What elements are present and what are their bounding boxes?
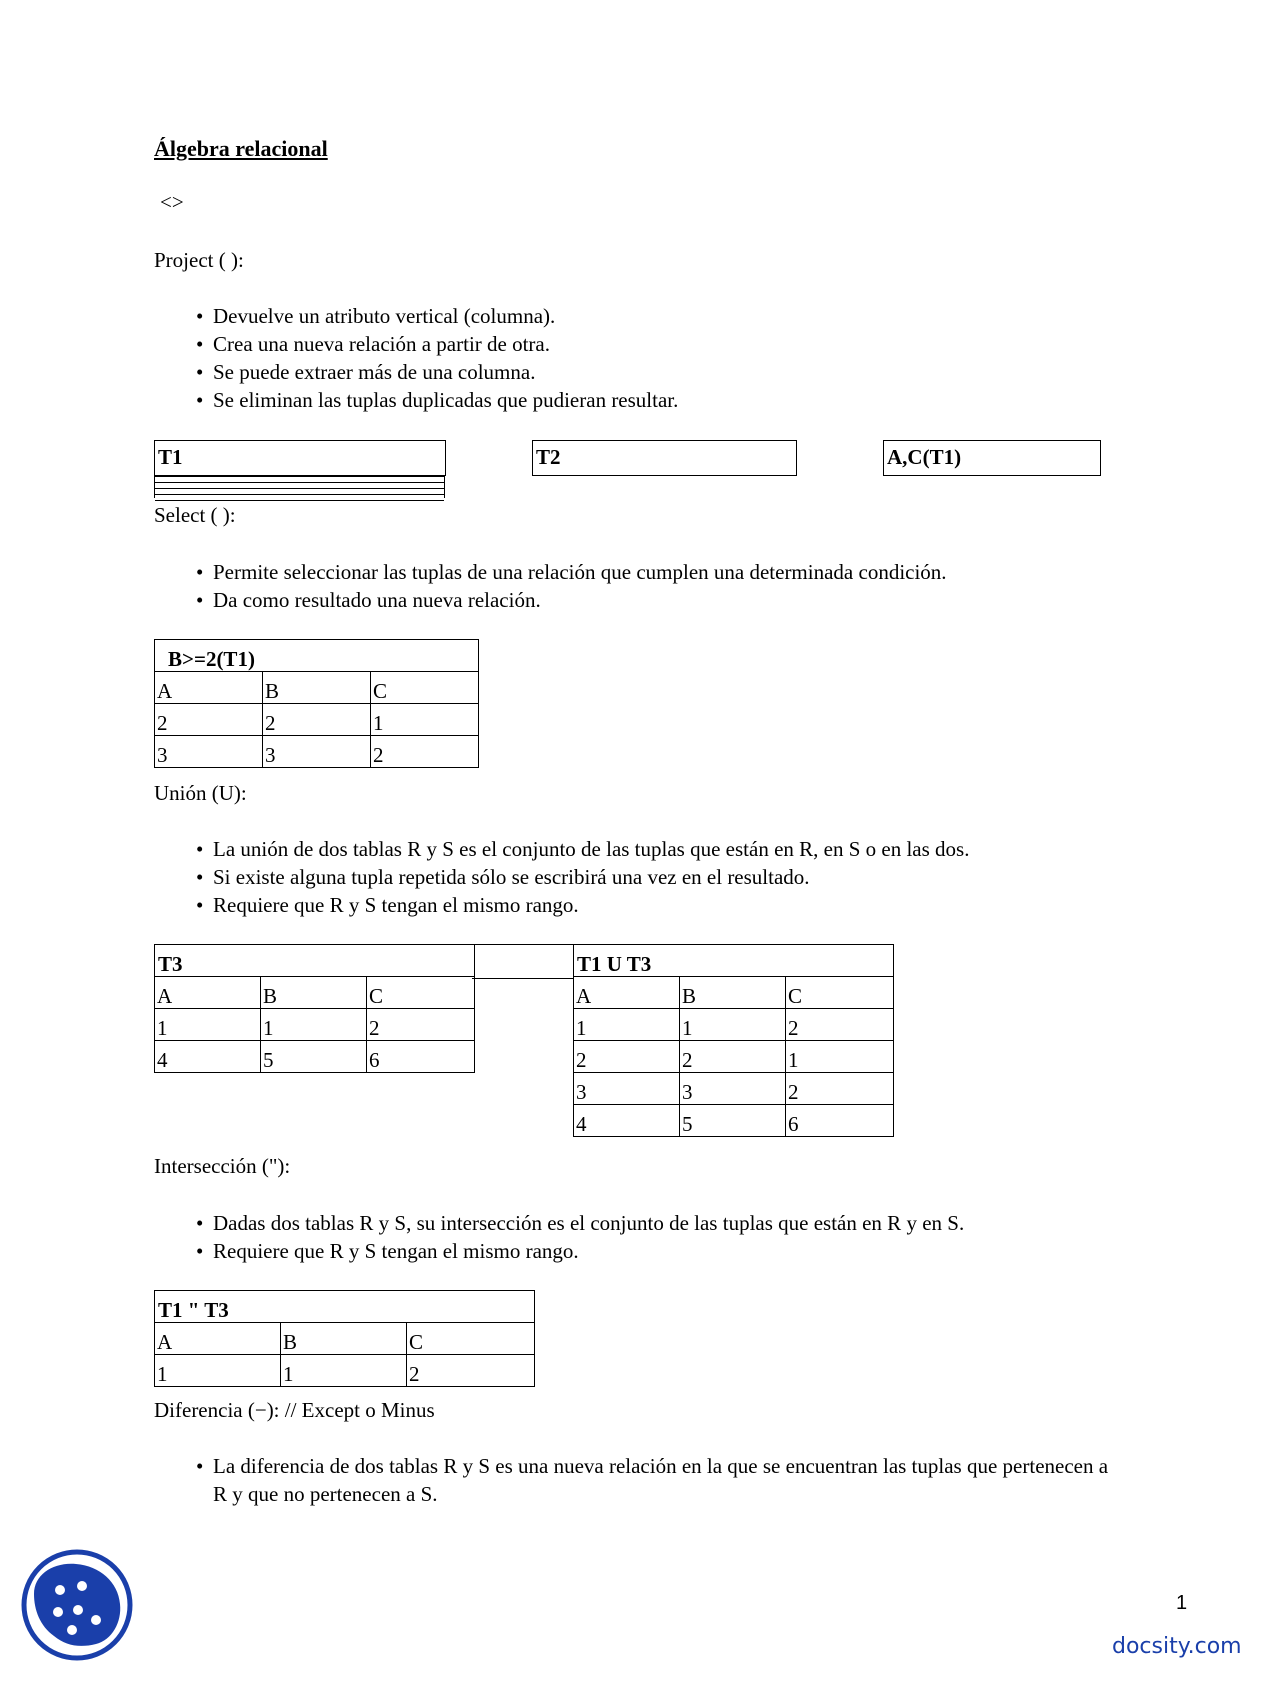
table-cell: 2 — [367, 1009, 475, 1041]
table-title: B>=2(T1) — [155, 640, 479, 672]
table-cell: 2 — [786, 1009, 894, 1041]
t3-table — [154, 944, 475, 1073]
t1-empty-rows — [154, 476, 445, 498]
column-header: B — [680, 977, 786, 1009]
table-gap-cell — [472, 944, 573, 979]
table-cell: 1 — [371, 704, 479, 736]
table-row — [574, 1073, 894, 1105]
table-cell: 2 — [371, 736, 479, 768]
table-cell: 1 — [281, 1355, 407, 1387]
select-heading: Select ( ): — [154, 503, 236, 527]
table-header-row — [155, 672, 479, 704]
intersection-result-table — [154, 1290, 535, 1387]
column-header: A — [155, 1323, 281, 1355]
bullet: • Permite seleccionar las tuplas de una relación que cumplen una determinada condición. — [213, 558, 947, 586]
table-title: T3 — [155, 945, 475, 977]
table-cell: 3 — [263, 736, 371, 768]
intersection-bullets — [213, 1209, 964, 1265]
select-bullets — [213, 558, 947, 614]
table-cell: 2 — [786, 1073, 894, 1105]
table-row — [155, 1009, 475, 1041]
select-result-table — [154, 639, 479, 768]
symbol-line: <> — [160, 190, 184, 214]
table-cell: 1 — [574, 1009, 680, 1041]
table-title: T1 U T3 — [574, 945, 894, 977]
table-cell: 2 — [407, 1355, 535, 1387]
column-header: C — [786, 977, 894, 1009]
page-title: Álgebra relacional — [154, 136, 328, 161]
table-header-row — [155, 1323, 535, 1355]
table-cell: 2 — [263, 704, 371, 736]
table-title: T1 " T3 — [155, 1291, 535, 1323]
bullet: • Crea una nueva relación a partir de otra. — [213, 330, 678, 358]
union-heading: Unión (U): — [154, 781, 247, 805]
table-cell: 6 — [786, 1105, 894, 1137]
t2-box: T2 — [532, 440, 797, 476]
table-cell: 5 — [680, 1105, 786, 1137]
table-row — [155, 736, 479, 768]
table-header-row — [574, 977, 894, 1009]
column-header: B — [261, 977, 367, 1009]
table-cell: 1 — [155, 1355, 281, 1387]
column-header: C — [407, 1323, 535, 1355]
table-cell: 2 — [155, 704, 263, 736]
table-row — [574, 1041, 894, 1073]
column-header: B — [281, 1323, 407, 1355]
column-header: C — [367, 977, 475, 1009]
table-row — [155, 1355, 535, 1387]
bullet: • Se puede extraer más de una columna. — [213, 358, 678, 386]
bullet: • Devuelve un atributo vertical (columna). — [213, 302, 678, 330]
intersection-heading: Intersección ("): — [154, 1154, 291, 1178]
project-bullets — [213, 302, 678, 414]
column-header: A — [155, 977, 261, 1009]
union-bullets — [213, 835, 969, 919]
bullet: • La unión de dos tablas R y S es el conjunto de las tuplas que están en R, en S o en las dos. — [213, 835, 969, 863]
table-cell: 2 — [574, 1041, 680, 1073]
brand-link[interactable]: docsity.com — [1112, 1634, 1242, 1659]
difference-bullets — [213, 1452, 1113, 1508]
table-cell: 3 — [680, 1073, 786, 1105]
table-cell: 1 — [786, 1041, 894, 1073]
table-cell: 1 — [155, 1009, 261, 1041]
table-cell: 4 — [574, 1105, 680, 1137]
page-number: 1 — [1176, 1592, 1188, 1614]
bullet: • Si existe alguna tupla repetida sólo se escribirá una vez en el resultado. — [213, 863, 969, 891]
bullet: • Dadas dos tablas R y S, su intersección es el conjunto de las tuplas que están en R y en S. — [213, 1209, 964, 1237]
t1-box: T1 — [154, 440, 446, 476]
table-row — [155, 1041, 475, 1073]
difference-heading: Diferencia (−): // Except o Minus — [154, 1398, 435, 1422]
project-heading: Project ( ): — [154, 248, 244, 272]
table-row — [574, 1009, 894, 1041]
union-result-table — [573, 944, 894, 1137]
bullet: • Requiere que R y S tengan el mismo rango. — [213, 891, 969, 919]
bullet: • Requiere que R y S tengan el mismo rango. — [213, 1237, 964, 1265]
docsity-logo-icon[interactable] — [20, 1548, 134, 1662]
column-header: A — [155, 672, 263, 704]
table-cell: 6 — [367, 1041, 475, 1073]
table-row — [574, 1105, 894, 1137]
table-cell: 1 — [261, 1009, 367, 1041]
table-cell: 5 — [261, 1041, 367, 1073]
table-cell: 3 — [155, 736, 263, 768]
table-cell: 2 — [680, 1041, 786, 1073]
projection-result-box: A,C(T1) — [883, 440, 1101, 476]
table-header-row — [155, 977, 475, 1009]
bullet: • La diferencia de dos tablas R y S es una nueva relación en la que se encuentran las tuplas que pertenecen a R y que no pertenecen a S. — [213, 1452, 1113, 1508]
bullet: • Da como resultado una nueva relación. — [213, 586, 947, 614]
table-cell: 4 — [155, 1041, 261, 1073]
bullet: • Se eliminan las tuplas duplicadas que pudieran resultar. — [213, 386, 678, 414]
column-header: C — [371, 672, 479, 704]
table-row — [155, 704, 479, 736]
column-header: B — [263, 672, 371, 704]
table-cell: 3 — [574, 1073, 680, 1105]
column-header: A — [574, 977, 680, 1009]
table-cell: 1 — [680, 1009, 786, 1041]
